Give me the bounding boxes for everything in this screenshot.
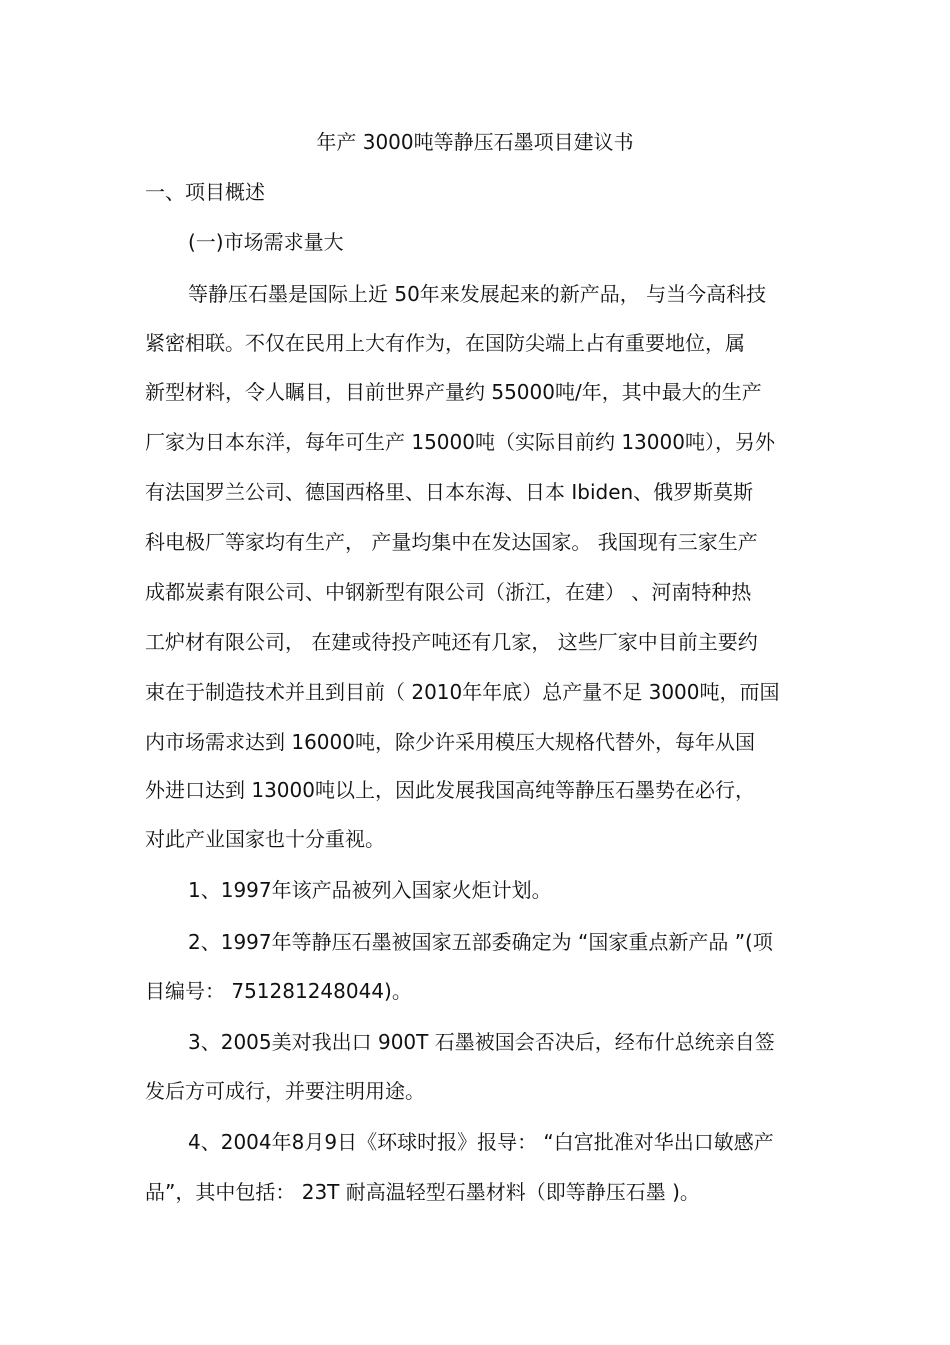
list-item-2-line1: 2、1997年等静压石墨被国家五部委确定为 “国家重点新产品 ”(项: [188, 930, 773, 954]
paragraph-line: 厂家为日本东洋，每年可生产 15000吨（实际目前约 13000吨），另外: [145, 430, 775, 454]
list-item-2-line2: 目编号： 751281248044)。: [145, 979, 412, 1003]
section-heading: 一、项目概述: [145, 180, 265, 204]
list-item-4-line1: 4、2004年8月9日《环球时报》报导： “白宫批准对华出口敏感产: [188, 1130, 774, 1154]
paragraph-line: 束在于制造技术并且到目前（ 2010年年底）总产量不足 3000吨，而国: [145, 680, 780, 704]
list-item-4-line2: 品”，其中包括： 23T 耐高温轻型石墨材料（即等静压石墨 )。: [145, 1180, 700, 1204]
paragraph-line: 外进口达到 13000吨以上，因此发展我国高纯等静压石墨势在必行，: [145, 778, 755, 802]
paragraph-line: 对此产业国家也十分重视。: [145, 827, 385, 851]
document-title: 年产 3000吨等静压石墨项目建议书: [316, 130, 634, 154]
paragraph-line: 内市场需求达到 16000吨，除少许采用模压大规格代替外，每年从国: [145, 730, 755, 754]
list-item-3-line1: 3、2005美对我出口 900T 石墨被国会否决后，经布什总统亲自签: [188, 1030, 775, 1054]
paragraph-line: 成都炭素有限公司、中钢新型有限公司（浙江，在建） 、河南特种热: [145, 580, 752, 604]
list-item-1: 1、1997年该产品被列入国家火炬计划。: [188, 878, 552, 902]
paragraph-line: 紧密相联。不仅在民用上大有作为，在国防尖端上占有重要地位，属: [145, 331, 745, 355]
list-item-3-line2: 发后方可成行，并要注明用途。: [145, 1079, 425, 1103]
paragraph-line: 有法国罗兰公司、德国西格里、日本东海、日本 Ibiden、俄罗斯莫斯: [145, 480, 754, 504]
paragraph-line: 工炉材有限公司， 在建或待投产吨还有几家， 这些厂家中目前主要约: [145, 630, 758, 654]
paragraph-line: 等静压石墨是国际上近 50年来发展起来的新产品， 与当今高科技: [188, 282, 767, 306]
subsection-heading: (一)市场需求量大: [188, 230, 344, 254]
paragraph-line: 新型材料，令人瞩目，目前世界产量约 55000吨/年，其中最大的生产: [145, 380, 762, 404]
paragraph-line: 科电极厂等家均有生产， 产量均集中在发达国家。 我国现有三家生产: [145, 530, 758, 554]
